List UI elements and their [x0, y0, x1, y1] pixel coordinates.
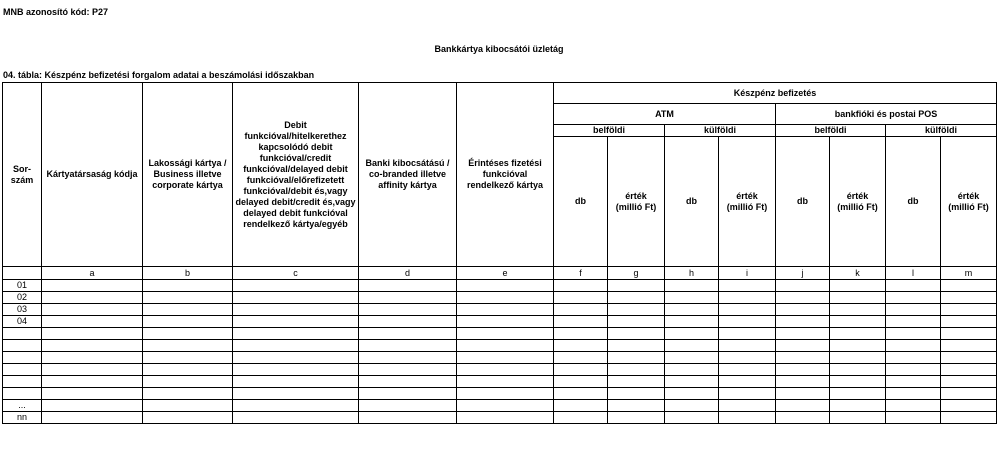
data-cell[interactable]: [608, 328, 665, 340]
col-header-b: Lakossági kártya / Business illetve corporate kártya: [143, 83, 233, 267]
data-cell[interactable]: [719, 328, 776, 340]
data-cell[interactable]: [776, 292, 830, 304]
data-cell[interactable]: [941, 412, 997, 424]
data-cell[interactable]: [554, 388, 608, 400]
group-header-keszpenz-befizetes: Készpénz befizetés: [554, 83, 997, 104]
data-cell[interactable]: [143, 280, 233, 292]
data-cell[interactable]: [42, 364, 143, 376]
data-cell[interactable]: [719, 352, 776, 364]
data-cell[interactable]: [665, 292, 719, 304]
data-cell[interactable]: [359, 376, 457, 388]
column-letter: j: [776, 267, 830, 280]
data-cell[interactable]: [941, 304, 997, 316]
data-cell[interactable]: [665, 340, 719, 352]
cash-deposit-table: [2, 82, 997, 424]
data-cell[interactable]: [776, 304, 830, 316]
data-cell[interactable]: [941, 292, 997, 304]
row-number: [3, 352, 42, 364]
data-cell[interactable]: [830, 376, 886, 388]
data-cell[interactable]: [941, 340, 997, 352]
data-cell[interactable]: [233, 376, 359, 388]
row-number: [3, 376, 42, 388]
data-cell[interactable]: [608, 292, 665, 304]
data-cell[interactable]: [143, 388, 233, 400]
column-letter: g: [608, 267, 665, 280]
data-cell[interactable]: [457, 400, 554, 412]
col-header-a: Kártyatársaság kódja: [42, 83, 143, 267]
data-cell[interactable]: [941, 400, 997, 412]
table-row: [3, 364, 997, 376]
document-title: Bankkártya kibocsátói üzletág: [434, 44, 564, 54]
data-cell[interactable]: [608, 304, 665, 316]
data-cell[interactable]: [665, 388, 719, 400]
row-number: [3, 340, 42, 352]
data-cell[interactable]: [776, 412, 830, 424]
data-cell[interactable]: [42, 412, 143, 424]
data-cell[interactable]: [42, 340, 143, 352]
data-cell[interactable]: [143, 304, 233, 316]
data-cell[interactable]: [554, 292, 608, 304]
table-row: [3, 400, 997, 412]
data-cell[interactable]: [457, 376, 554, 388]
data-cell[interactable]: [143, 292, 233, 304]
data-cell[interactable]: [886, 352, 941, 364]
data-cell[interactable]: [143, 376, 233, 388]
data-cell[interactable]: [359, 340, 457, 352]
data-cell[interactable]: [608, 352, 665, 364]
col-header-c: Debit funkcióval/hitelkerethez kapcsolódó debit funkcióval/credit funkcióval/delayed debit funkcióval/előrefizetett funkcióval/debit és,vagy delayed debit/credit és,vagy delayed debit funkcióval rendelkező kártya/egyéb: [233, 83, 359, 267]
data-cell[interactable]: [457, 292, 554, 304]
data-cell[interactable]: [42, 352, 143, 364]
table-title: 04. tábla: Készpénz befizetési forgalom adatai a beszámolási időszakban: [3, 70, 315, 80]
data-cell[interactable]: [359, 304, 457, 316]
data-cell[interactable]: [941, 352, 997, 364]
data-cell[interactable]: [42, 328, 143, 340]
data-cell[interactable]: [359, 364, 457, 376]
data-cell[interactable]: [776, 340, 830, 352]
data-cell[interactable]: [143, 364, 233, 376]
data-cell[interactable]: [608, 376, 665, 388]
table-row: [3, 388, 997, 400]
data-cell[interactable]: [233, 292, 359, 304]
data-cell[interactable]: [359, 316, 457, 328]
data-cell[interactable]: [941, 388, 997, 400]
data-cell[interactable]: [941, 316, 997, 328]
data-cell[interactable]: [941, 280, 997, 292]
data-cell[interactable]: [143, 352, 233, 364]
data-cell[interactable]: [886, 280, 941, 292]
col-header-h-db: db: [665, 137, 719, 267]
data-cell[interactable]: [233, 352, 359, 364]
data-cell[interactable]: [830, 364, 886, 376]
atm-kulfoldi-header: külföldi: [665, 125, 776, 137]
data-cell[interactable]: [719, 316, 776, 328]
row-number: [3, 364, 42, 376]
col-header-m-ertek: [941, 137, 997, 267]
data-cell[interactable]: [665, 364, 719, 376]
data-cell[interactable]: [719, 388, 776, 400]
data-cell[interactable]: [776, 328, 830, 340]
data-cell[interactable]: [776, 352, 830, 364]
data-cell[interactable]: [233, 304, 359, 316]
column-letter: f: [554, 267, 608, 280]
sorszam-label: Sor- szám: [10, 163, 34, 185]
data-cell[interactable]: [42, 388, 143, 400]
data-cell[interactable]: [665, 328, 719, 340]
col-header-l-db: db: [886, 137, 941, 267]
data-cell[interactable]: [886, 316, 941, 328]
pos-kulfoldi-header: külföldi: [886, 125, 997, 137]
data-cell[interactable]: [143, 340, 233, 352]
data-cell[interactable]: [554, 340, 608, 352]
data-cell[interactable]: [359, 388, 457, 400]
letter-cell-empty: [3, 267, 42, 280]
column-letter: d: [359, 267, 457, 280]
row-number: 02: [3, 292, 42, 304]
data-cell[interactable]: [665, 376, 719, 388]
ertek-label: érték (millió Ft): [726, 190, 768, 212]
column-letter: c: [233, 267, 359, 280]
col-header-g-ertek: [608, 137, 665, 267]
data-cell[interactable]: [42, 304, 143, 316]
data-cell[interactable]: [830, 304, 886, 316]
table-row: [3, 304, 997, 316]
data-cell[interactable]: [665, 412, 719, 424]
data-cell[interactable]: [359, 280, 457, 292]
data-cell[interactable]: [233, 328, 359, 340]
data-cell[interactable]: [233, 316, 359, 328]
table-row: [3, 328, 997, 340]
table-row: [3, 352, 997, 364]
data-cell[interactable]: [554, 328, 608, 340]
col-header-i-ertek: [719, 137, 776, 267]
data-cell[interactable]: [457, 328, 554, 340]
data-cell[interactable]: [776, 316, 830, 328]
column-letter: h: [665, 267, 719, 280]
data-cell[interactable]: [719, 412, 776, 424]
data-cell[interactable]: [665, 352, 719, 364]
table-row: [3, 412, 997, 424]
ertek-label: érték (millió Ft): [948, 190, 989, 212]
data-cell[interactable]: [554, 352, 608, 364]
col-header-d: Banki kibocsátású / co-branded illetve affinity kártya: [359, 83, 457, 267]
data-cell[interactable]: [143, 328, 233, 340]
data-cell[interactable]: [457, 280, 554, 292]
table-row: [3, 280, 997, 292]
data-cell[interactable]: [457, 304, 554, 316]
col-header-k-ertek: [830, 137, 886, 267]
row-number: ...: [3, 400, 42, 412]
data-cell[interactable]: [665, 304, 719, 316]
data-cell[interactable]: [608, 412, 665, 424]
data-cell[interactable]: [886, 376, 941, 388]
data-cell[interactable]: [719, 364, 776, 376]
data-cell[interactable]: [554, 364, 608, 376]
data-cell[interactable]: [143, 316, 233, 328]
data-cell[interactable]: [886, 412, 941, 424]
row-number: nn: [3, 412, 42, 424]
column-letter: l: [886, 267, 941, 280]
data-cell[interactable]: [941, 364, 997, 376]
column-letter: a: [42, 267, 143, 280]
data-cell[interactable]: [719, 280, 776, 292]
data-cell[interactable]: [830, 292, 886, 304]
data-cell[interactable]: [359, 292, 457, 304]
table-row: [3, 292, 997, 304]
data-cell[interactable]: [457, 412, 554, 424]
group-header-pos: bankfióki és postai POS: [776, 104, 997, 125]
column-letter: i: [719, 267, 776, 280]
data-cell[interactable]: [608, 364, 665, 376]
data-cell[interactable]: [886, 388, 941, 400]
data-cell[interactable]: [776, 364, 830, 376]
data-cell[interactable]: [42, 280, 143, 292]
row-number: [3, 328, 42, 340]
data-cell[interactable]: [233, 280, 359, 292]
data-cell[interactable]: [233, 340, 359, 352]
data-cell[interactable]: [719, 376, 776, 388]
data-cell[interactable]: [42, 292, 143, 304]
data-cell[interactable]: [886, 328, 941, 340]
data-cell[interactable]: [776, 388, 830, 400]
data-rows: [3, 280, 997, 424]
table-row: [3, 340, 997, 352]
data-cell[interactable]: [665, 280, 719, 292]
data-cell[interactable]: [776, 280, 830, 292]
row-number: 03: [3, 304, 42, 316]
data-cell[interactable]: [457, 316, 554, 328]
data-cell[interactable]: [608, 388, 665, 400]
col-header-e: Érintéses fizetési funkcióval rendelkező kártya: [457, 83, 554, 267]
data-cell[interactable]: [143, 400, 233, 412]
data-cell[interactable]: [830, 400, 886, 412]
column-letter: m: [941, 267, 997, 280]
data-cell[interactable]: [719, 400, 776, 412]
data-cell[interactable]: [830, 316, 886, 328]
column-letter: e: [457, 267, 554, 280]
data-cell[interactable]: [776, 400, 830, 412]
data-cell[interactable]: [359, 400, 457, 412]
col-header-f-db: db: [554, 137, 608, 267]
column-letter: k: [830, 267, 886, 280]
column-letter-row: [3, 267, 997, 280]
data-cell[interactable]: [554, 400, 608, 412]
ertek-label: érték (millió Ft): [837, 190, 878, 212]
data-cell[interactable]: [42, 316, 143, 328]
data-cell[interactable]: [830, 412, 886, 424]
data-cell[interactable]: [233, 412, 359, 424]
data-cell[interactable]: [776, 376, 830, 388]
data-cell[interactable]: [608, 400, 665, 412]
data-cell[interactable]: [886, 292, 941, 304]
data-cell[interactable]: [886, 304, 941, 316]
data-cell[interactable]: [359, 328, 457, 340]
data-cell[interactable]: [830, 328, 886, 340]
data-cell[interactable]: [941, 376, 997, 388]
data-cell[interactable]: [143, 412, 233, 424]
data-cell[interactable]: [608, 280, 665, 292]
data-cell[interactable]: [457, 364, 554, 376]
data-cell[interactable]: [554, 304, 608, 316]
group-header-atm: ATM: [554, 104, 776, 125]
data-cell[interactable]: [457, 388, 554, 400]
column-letter: b: [143, 267, 233, 280]
data-cell[interactable]: [233, 388, 359, 400]
data-cell[interactable]: [457, 340, 554, 352]
data-cell[interactable]: [42, 376, 143, 388]
data-cell[interactable]: [554, 280, 608, 292]
pos-belfoldi-header: belföldi: [776, 125, 886, 137]
data-cell[interactable]: [830, 352, 886, 364]
data-cell[interactable]: [457, 352, 554, 364]
row-number: 01: [3, 280, 42, 292]
row-number: [3, 388, 42, 400]
row-number: 04: [3, 316, 42, 328]
col-header-j-db: db: [776, 137, 830, 267]
data-cell[interactable]: [608, 316, 665, 328]
data-cell[interactable]: [554, 376, 608, 388]
data-cell[interactable]: [554, 412, 608, 424]
ertek-label: érték (millió Ft): [615, 190, 657, 212]
data-cell[interactable]: [359, 352, 457, 364]
data-cell[interactable]: [42, 400, 143, 412]
data-cell[interactable]: [719, 304, 776, 316]
table-row: [3, 376, 997, 388]
data-cell[interactable]: [359, 412, 457, 424]
data-cell[interactable]: [719, 340, 776, 352]
data-cell[interactable]: [886, 364, 941, 376]
data-cell[interactable]: [665, 400, 719, 412]
data-cell[interactable]: [233, 400, 359, 412]
data-cell[interactable]: [886, 400, 941, 412]
data-cell[interactable]: [886, 340, 941, 352]
data-cell[interactable]: [830, 280, 886, 292]
atm-belfoldi-header: belföldi: [554, 125, 665, 137]
data-cell[interactable]: [233, 364, 359, 376]
col-header-sorszam: [3, 83, 42, 267]
data-cell[interactable]: [830, 388, 886, 400]
table-row: [3, 316, 997, 328]
data-cell[interactable]: [554, 316, 608, 328]
data-cell[interactable]: [608, 340, 665, 352]
data-cell[interactable]: [665, 316, 719, 328]
mnb-code: MNB azonosító kód: P27: [3, 7, 109, 17]
data-cell[interactable]: [719, 292, 776, 304]
data-cell[interactable]: [941, 328, 997, 340]
data-cell[interactable]: [830, 340, 886, 352]
